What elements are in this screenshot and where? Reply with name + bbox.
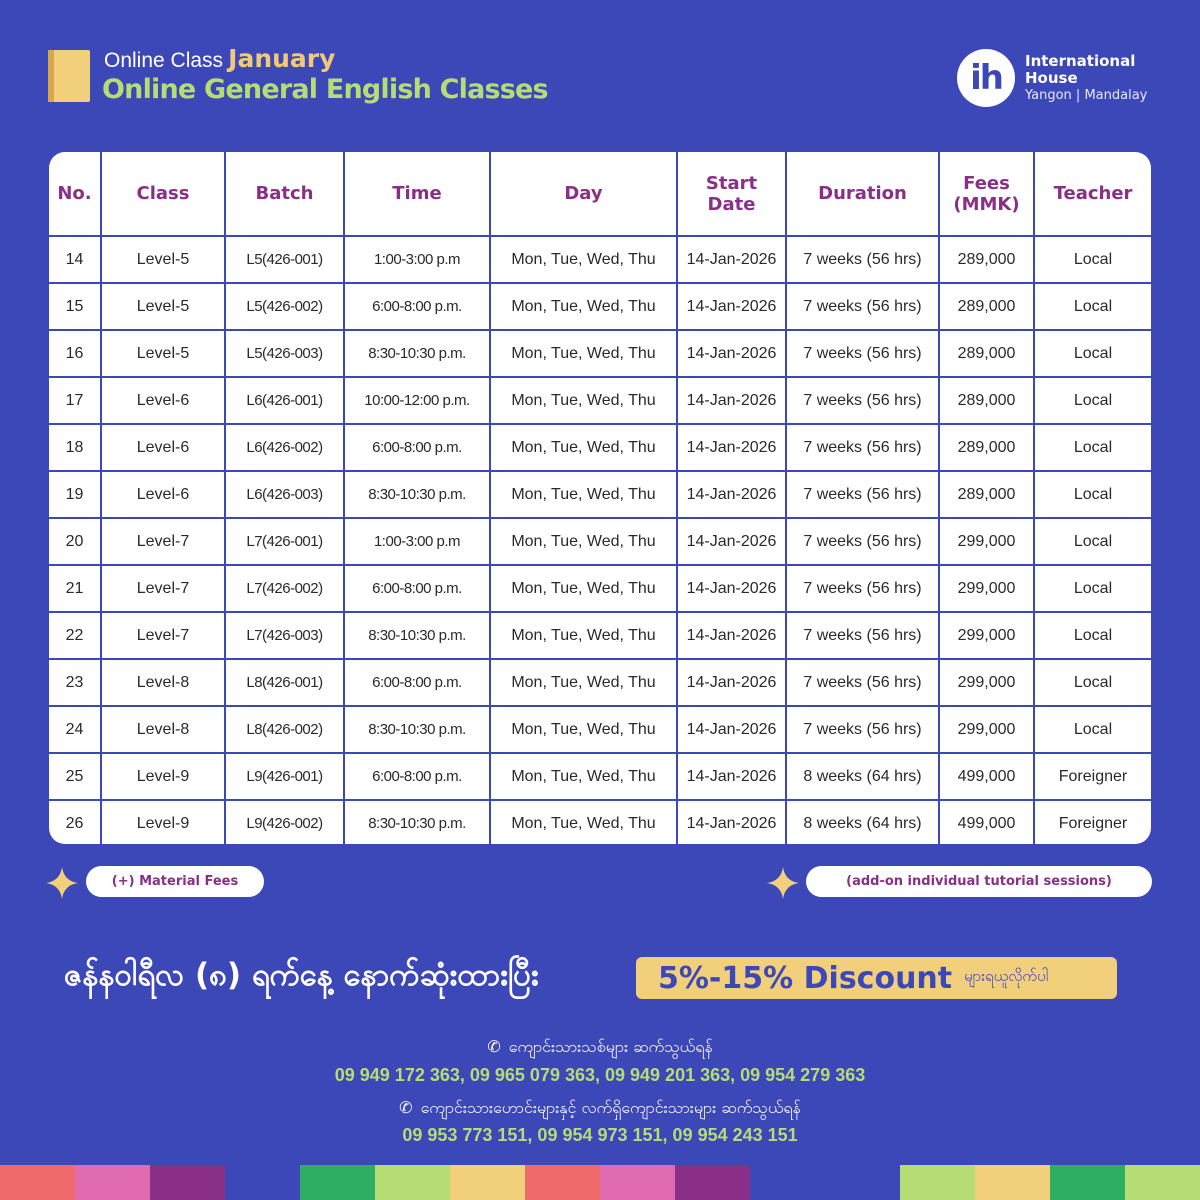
cell-time: 8:30-10:30 p.m. <box>344 330 490 377</box>
ih-logo-icon <box>957 49 1015 107</box>
cell-batch: L8(426-002) <box>225 706 344 753</box>
table-row <box>49 424 1151 471</box>
cell-start-date: 14-Jan-2026 <box>677 424 786 471</box>
color-stripe <box>375 1165 450 1200</box>
cell-teacher: Local <box>1034 236 1151 283</box>
cell-class: Level-6 <box>101 424 225 471</box>
cell-teacher: Local <box>1034 565 1151 612</box>
cell-day: Mon, Tue, Wed, Thu <box>490 283 677 330</box>
current-students-phone-numbers: 09 953 773 151, 09 954 973 151, 09 954 243 151 <box>402 1125 798 1145</box>
cell-no: 15 <box>49 283 101 330</box>
col-header-class: Class <box>101 152 225 236</box>
cell-batch: L9(426-002) <box>225 800 344 844</box>
cell-teacher: Local <box>1034 283 1151 330</box>
cell-day: Mon, Tue, Wed, Thu <box>490 753 677 800</box>
table-row <box>49 800 1151 844</box>
color-stripe <box>300 1165 375 1200</box>
cell-start-date: 14-Jan-2026 <box>677 800 786 844</box>
color-stripe <box>675 1165 750 1200</box>
cell-fees: 289,000 <box>939 424 1034 471</box>
cell-batch: L7(426-002) <box>225 565 344 612</box>
cell-class: Level-8 <box>101 659 225 706</box>
discount-badge <box>636 957 1117 999</box>
color-stripe <box>825 1165 900 1200</box>
table-row <box>49 612 1151 659</box>
cell-batch: L5(426-002) <box>225 283 344 330</box>
sparkle-icon <box>46 867 78 899</box>
cell-fees: 299,000 <box>939 612 1034 659</box>
cell-day: Mon, Tue, Wed, Thu <box>490 330 677 377</box>
cell-class: Level-6 <box>101 471 225 518</box>
cell-duration: 7 weeks (56 hrs) <box>786 471 939 518</box>
cell-no: 21 <box>49 565 101 612</box>
color-stripe <box>525 1165 600 1200</box>
color-stripe <box>75 1165 150 1200</box>
cell-time: 8:30-10:30 p.m. <box>344 471 490 518</box>
cell-day: Mon, Tue, Wed, Thu <box>490 612 677 659</box>
cell-duration: 7 weeks (56 hrs) <box>786 612 939 659</box>
cell-no: 26 <box>49 800 101 844</box>
cell-teacher: Local <box>1034 377 1151 424</box>
cell-teacher: Local <box>1034 471 1151 518</box>
cell-fees: 299,000 <box>939 518 1034 565</box>
cell-fees: 289,000 <box>939 471 1034 518</box>
cell-batch: L6(426-002) <box>225 424 344 471</box>
decorative-color-stripes <box>0 1165 1200 1200</box>
cell-duration: 7 weeks (56 hrs) <box>786 706 939 753</box>
cell-no: 16 <box>49 330 101 377</box>
cell-duration: 8 weeks (64 hrs) <box>786 800 939 844</box>
cell-day: Mon, Tue, Wed, Thu <box>490 659 677 706</box>
color-stripe <box>750 1165 825 1200</box>
cell-duration: 8 weeks (64 hrs) <box>786 753 939 800</box>
cell-no: 18 <box>49 424 101 471</box>
table-row <box>49 377 1151 424</box>
cell-batch: L7(426-001) <box>225 518 344 565</box>
logo-name <box>1025 53 1135 87</box>
cell-time: 6:00-8:00 p.m. <box>344 659 490 706</box>
cell-no: 14 <box>49 236 101 283</box>
cell-time: 8:30-10:30 p.m. <box>344 800 490 844</box>
header-prefix: Online Class <box>104 49 224 72</box>
cell-fees: 499,000 <box>939 800 1034 844</box>
cell-day: Mon, Tue, Wed, Thu <box>490 800 677 844</box>
cell-batch: L7(426-003) <box>225 612 344 659</box>
cell-day: Mon, Tue, Wed, Thu <box>490 424 677 471</box>
cell-time: 1:00-3:00 p.m <box>344 236 490 283</box>
cell-duration: 7 weeks (56 hrs) <box>786 659 939 706</box>
col-header-time: Time <box>344 152 490 236</box>
page-title: Online General English Classes <box>102 74 548 105</box>
current-students-label-text: ကျောင်းသားဟောင်းများနှင့် လက်ရှိကျောင်းသားများ ဆက်သွယ်ရန် <box>420 1098 801 1117</box>
cell-batch: L5(426-003) <box>225 330 344 377</box>
cell-fees: 499,000 <box>939 753 1034 800</box>
cell-teacher: Foreigner <box>1034 800 1151 844</box>
cell-batch: L5(426-001) <box>225 236 344 283</box>
color-stripe <box>975 1165 1050 1200</box>
table-row <box>49 518 1151 565</box>
cell-start-date: 14-Jan-2026 <box>677 236 786 283</box>
discount-suffix: များရယူလိုက်ပါ <box>964 967 1049 985</box>
cell-start-date: 14-Jan-2026 <box>677 330 786 377</box>
color-stripe <box>1125 1165 1200 1200</box>
table-header-row <box>49 152 1151 236</box>
cell-time: 6:00-8:00 p.m. <box>344 565 490 612</box>
cell-no: 23 <box>49 659 101 706</box>
cell-class: Level-8 <box>101 706 225 753</box>
cell-no: 17 <box>49 377 101 424</box>
cell-start-date: 14-Jan-2026 <box>677 377 786 424</box>
header-month: January <box>228 44 336 73</box>
table-row <box>49 471 1151 518</box>
phone-icon: ✆ <box>487 1037 501 1056</box>
color-stripe <box>225 1165 300 1200</box>
cell-duration: 7 weeks (56 hrs) <box>786 377 939 424</box>
cell-start-date: 14-Jan-2026 <box>677 565 786 612</box>
cell-fees: 299,000 <box>939 706 1034 753</box>
cell-teacher: Local <box>1034 424 1151 471</box>
cell-class: Level-7 <box>101 565 225 612</box>
cell-class: Level-9 <box>101 753 225 800</box>
cell-fees: 289,000 <box>939 236 1034 283</box>
cell-duration: 7 weeks (56 hrs) <box>786 518 939 565</box>
current-students-contact-label <box>0 1097 1200 1121</box>
table-body <box>49 236 1151 844</box>
cell-day: Mon, Tue, Wed, Thu <box>490 471 677 518</box>
tutorial-note: (add-on individual tutorial sessions) <box>806 866 1152 897</box>
cell-teacher: Local <box>1034 706 1151 753</box>
logo-name-line1: International <box>1025 52 1136 70</box>
col-header-fees: Fees (MMK) <box>939 152 1034 236</box>
discount-text: 5%-15% Discount <box>658 960 953 996</box>
cell-start-date: 14-Jan-2026 <box>677 753 786 800</box>
cell-time: 8:30-10:30 p.m. <box>344 612 490 659</box>
sparkle-icon <box>767 867 799 899</box>
table-row <box>49 565 1151 612</box>
cell-teacher: Local <box>1034 330 1151 377</box>
cell-fees: 299,000 <box>939 659 1034 706</box>
cell-time: 6:00-8:00 p.m. <box>344 753 490 800</box>
col-header-start-date: Start Date <box>677 152 786 236</box>
cell-start-date: 14-Jan-2026 <box>677 706 786 753</box>
col-header-teacher: Teacher <box>1034 152 1151 236</box>
cell-day: Mon, Tue, Wed, Thu <box>490 706 677 753</box>
cell-fees: 289,000 <box>939 283 1034 330</box>
table-row <box>49 659 1151 706</box>
schedule-table <box>49 152 1151 844</box>
cell-batch: L6(426-001) <box>225 377 344 424</box>
table-row <box>49 236 1151 283</box>
cell-duration: 7 weeks (56 hrs) <box>786 283 939 330</box>
color-stripe <box>600 1165 675 1200</box>
cell-day: Mon, Tue, Wed, Thu <box>490 565 677 612</box>
cell-batch: L9(426-001) <box>225 753 344 800</box>
cell-no: 25 <box>49 753 101 800</box>
color-stripe <box>150 1165 225 1200</box>
cell-no: 19 <box>49 471 101 518</box>
color-stripe <box>450 1165 525 1200</box>
cell-time: 1:00-3:00 p.m <box>344 518 490 565</box>
table-row <box>49 753 1151 800</box>
cell-duration: 7 weeks (56 hrs) <box>786 330 939 377</box>
book-icon <box>48 50 90 102</box>
promo-headline: ဇန်နဝါရီလ (၈) ရက်နေ့ နောက်ဆုံးထားပြီး <box>64 957 539 993</box>
cell-fees: 289,000 <box>939 330 1034 377</box>
cell-duration: 7 weeks (56 hrs) <box>786 236 939 283</box>
cell-class: Level-7 <box>101 518 225 565</box>
cell-fees: 289,000 <box>939 377 1034 424</box>
cell-day: Mon, Tue, Wed, Thu <box>490 518 677 565</box>
color-stripe <box>900 1165 975 1200</box>
col-header-day: Day <box>490 152 677 236</box>
cell-start-date: 14-Jan-2026 <box>677 659 786 706</box>
cell-batch: L6(426-003) <box>225 471 344 518</box>
table-row <box>49 706 1151 753</box>
cell-teacher: Local <box>1034 518 1151 565</box>
cell-time: 6:00-8:00 p.m. <box>344 283 490 330</box>
phone-icon: ✆ <box>399 1098 413 1117</box>
new-students-phone-numbers: 09 949 172 363, 09 965 079 363, 09 949 201 363, 09 954 279 363 <box>334 1065 866 1085</box>
cell-time: 8:30-10:30 p.m. <box>344 706 490 753</box>
cell-class: Level-7 <box>101 612 225 659</box>
col-header-duration: Duration <box>786 152 939 236</box>
cell-day: Mon, Tue, Wed, Thu <box>490 377 677 424</box>
cell-time: 10:00-12:00 p.m. <box>344 377 490 424</box>
table-row <box>49 283 1151 330</box>
cell-teacher: Foreigner <box>1034 753 1151 800</box>
col-header-batch: Batch <box>225 152 344 236</box>
color-stripe <box>0 1165 75 1200</box>
cell-no: 20 <box>49 518 101 565</box>
logo-locations: Yangon | Mandalay <box>1025 88 1148 103</box>
cell-class: Level-6 <box>101 377 225 424</box>
logo-name-line2: House <box>1025 69 1078 87</box>
table-row <box>49 330 1151 377</box>
new-students-label-text: ကျောင်းသားသစ်များ ဆက်သွယ်ရန် <box>508 1037 713 1056</box>
col-header-no: No. <box>49 152 101 236</box>
cell-no: 22 <box>49 612 101 659</box>
cell-duration: 7 weeks (56 hrs) <box>786 424 939 471</box>
cell-batch: L8(426-001) <box>225 659 344 706</box>
header-subtitle <box>104 44 335 73</box>
cell-start-date: 14-Jan-2026 <box>677 471 786 518</box>
cell-class: Level-9 <box>101 800 225 844</box>
cell-teacher: Local <box>1034 659 1151 706</box>
cell-no: 24 <box>49 706 101 753</box>
cell-start-date: 14-Jan-2026 <box>677 283 786 330</box>
new-students-contact-label <box>0 1036 1200 1060</box>
color-stripe <box>1050 1165 1125 1200</box>
cell-class: Level-5 <box>101 330 225 377</box>
logo-mark: ih <box>970 58 1002 98</box>
cell-teacher: Local <box>1034 612 1151 659</box>
cell-fees: 299,000 <box>939 565 1034 612</box>
cell-class: Level-5 <box>101 236 225 283</box>
cell-class: Level-5 <box>101 283 225 330</box>
cell-start-date: 14-Jan-2026 <box>677 518 786 565</box>
cell-start-date: 14-Jan-2026 <box>677 612 786 659</box>
cell-time: 6:00-8:00 p.m. <box>344 424 490 471</box>
cell-day: Mon, Tue, Wed, Thu <box>490 236 677 283</box>
cell-duration: 7 weeks (56 hrs) <box>786 565 939 612</box>
material-fees-note: (+) Material Fees <box>86 866 264 897</box>
